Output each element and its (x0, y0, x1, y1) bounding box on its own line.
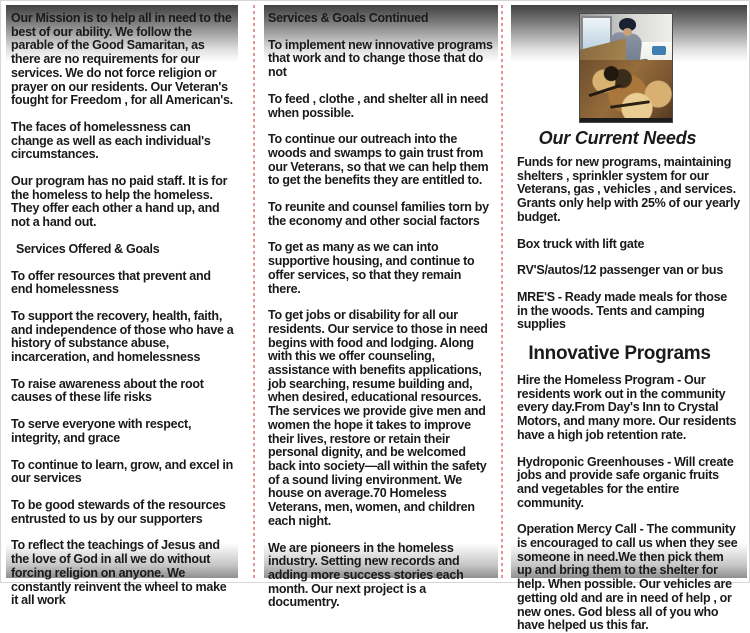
goal-item: To get jobs or disability for all our residents. Our service to those in need begins with food and lodging. Along with this we offer counseling, assistance with benefits applications, job searching, resume building and, when desired, educational resources. The services we provide give men and women the hope it takes to improve their lives, restore or retain their personal dignity, and be welcomed back into society—all within the safety of a sound living environment. We house on average.70 Homeless Veterans, men, women, and children each night. (268, 308, 488, 528)
need-item: Box truck with lift gate (517, 236, 645, 251)
fold-line-left (253, 5, 255, 578)
photo-bed-edge (580, 118, 672, 122)
photo-tiger-blanket (580, 60, 672, 122)
goal-item: To reunite and counsel families torn by the economy and other social factors (268, 200, 489, 228)
panel-mission (6, 5, 238, 608)
goal-item: To serve everyone with respect, integrity, and grace (11, 417, 192, 445)
mission-paragraph: Our program has no paid staff. It is for the homeless to help the homeless. They offer each other a hand up, and not a hand out. (11, 174, 228, 230)
program-item: Hydroponic Greenhouses - Will create jobs and provide safe organic fruits and vegetables for the entire community. (517, 454, 734, 510)
need-item: Funds for new programs, maintaining shelters , sprinkler system for our Veterans, gas , vehicles , and services. Grants only help with 25% of our yearly budget. (517, 155, 740, 224)
innovative-programs-heading: Innovative Programs (528, 343, 711, 365)
photo-blue-item (652, 46, 666, 55)
goal-item: To get as many as we can into supportive housing, and continue to offer services, so that they remain there. (268, 240, 475, 296)
services-offered-goals-heading: Services Offered & Goals (16, 241, 160, 256)
photo-person-face (623, 28, 632, 36)
goal-item: We are pioneers in the homeless industry. Setting new records and adding more success stories each month. Our next project is a documentry. (268, 540, 464, 610)
mission-paragraph: Our Mission is to help all in need to the best of our ability. We follow the parable of the Good Samaritan, as there are no requirements for our services. We do not force religion or prayer on our residents. Our Veteran's fought for Freedom , for all American's. (11, 11, 233, 108)
goal-item: To be good stewards of the resources entrusted to us by our supporters (11, 497, 226, 526)
program-item: Operation Mercy Call - The community is encouraged to call us when they see someone in need.We then pick them up and bring them to the shelter for help. When possible. Our vehicles are getting old and are in need of help , or new ones. God bless all of you who have helped us this far. (517, 522, 738, 633)
goal-item: To feed , clothe , and shelter all in need when possible. (268, 91, 489, 120)
current-needs-heading: Our Current Needs (538, 128, 697, 148)
goal-item: To continue our outreach into the woods and swamps to gain trust from our Veterans, so that we can help them to get the benefits they are entitled to. (268, 132, 489, 188)
goal-item: To implement new innovative programs that work and to change those that do not (268, 37, 493, 80)
goal-item: To raise awareness about the root causes of these life risks (11, 376, 204, 405)
mission-paragraph: The faces of homelessness can change as well as each individual's circumstances. (11, 119, 211, 162)
resident-photo (579, 13, 673, 123)
goal-item: To offer resources that prevent and end homelessness (11, 268, 211, 297)
fold-line-right (501, 5, 503, 578)
need-item: RV'S/autos/12 passenger van or bus (517, 263, 724, 278)
program-item: Hire the Homeless Program - Our residents work out in the community every day.From Day's Inn to Crystal Motors, and many more. Our residents have a high job retention rate. (517, 373, 737, 442)
goal-item: To continue to learn, grow, and excel in our services (11, 457, 233, 486)
panel-services-continued (264, 5, 498, 610)
panel-current-needs (511, 5, 747, 633)
goal-item: To support the recovery, health, faith, and independence of those who have a history of substance abuse, incarceration, and homelessness (11, 308, 234, 365)
goal-item: To reflect the teachings of Jesus and the love of God in all we do without forcing religion on anyone. We constantly reinvent the wheel to make it all work (11, 538, 227, 608)
need-item: MRE'S - Ready made meals for those in the woods. Tents and camping supplies (517, 289, 728, 332)
services-continued-heading: Services & Goals Continued (268, 11, 429, 25)
